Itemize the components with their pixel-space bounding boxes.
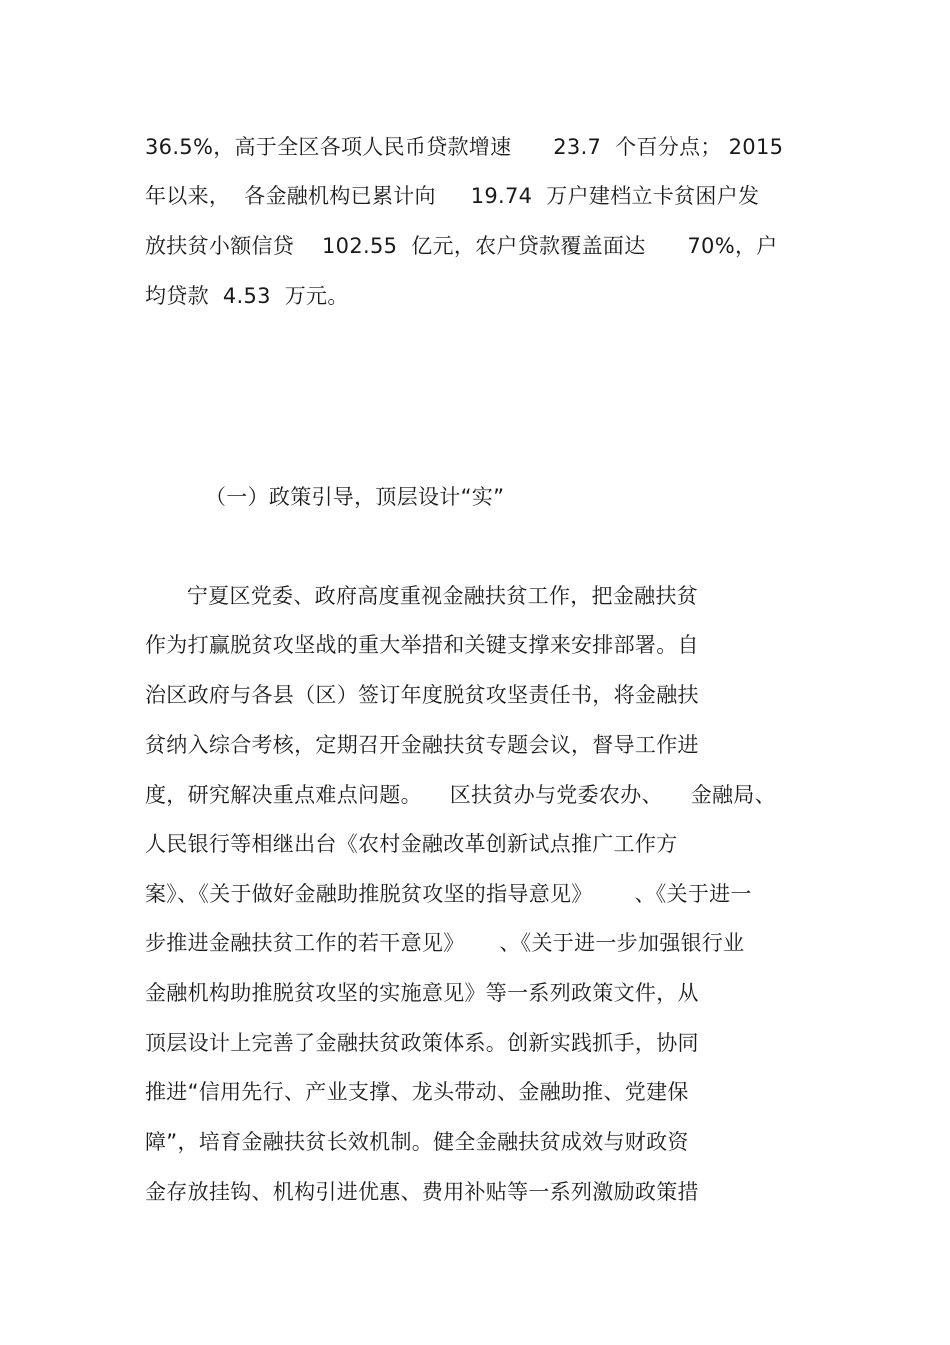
text-line: 放扶贫小额信贷 102.55 亿元，农户贷款覆盖面达 70%，户 <box>145 234 778 258</box>
text-line: 案》、《关于做好金融助推脱贫攻坚的指导意见》 、《关于进一 <box>145 882 752 906</box>
text-line: 障”，培育金融扶贫长效机制。健全金融扶贫成效与财政资 <box>145 1130 689 1154</box>
text-line: 作为打赢脱贫攻坚战的重大举措和关键支撑来安排部署。自 <box>145 633 699 657</box>
text-line: 金融机构助推脱贫攻坚的实施意见》等一系列政策文件，从 <box>145 981 699 1005</box>
text-line: 36.5%，高于全区各项人民币贷款增速 23.7 个百分点； 2015 <box>145 135 784 159</box>
text-line: 治区政府与各县（区）签订年度脱贫攻坚责任书，将金融扶 <box>145 683 699 707</box>
text-line: 宁夏区党委、政府高度重视金融扶贫工作，把金融扶贫 <box>145 584 699 608</box>
text-line: 度，研究解决重点难点问题。 区扶贫办与党委农办、 金融局、 <box>145 783 776 807</box>
text-line: 均贷款 4.53 万元。 <box>145 284 349 308</box>
section-heading: （一）政策引导，顶层设计“实” <box>205 485 505 509</box>
text-line: 年以来， 各金融机构已累计向 19.74 万户建档立卡贫困户发 <box>145 184 760 208</box>
text-line: 金存放挂钩、机构引进优惠、费用补贴等一系列激励政策措 <box>145 1180 699 1204</box>
text-line: 人民银行等相继出台《农村金融改革创新试点推广工作方 <box>145 832 678 856</box>
text-line: 步推进金融扶贫工作的若干意见》 、《关于进一步加强银行业 <box>145 931 745 955</box>
text-line: 贫纳入综合考核，定期召开金融扶贫专题会议，督导工作进 <box>145 733 699 757</box>
text-line: 顶层设计上完善了金融扶贫政策体系。创新实践抓手，协同 <box>145 1031 699 1055</box>
text-line: 推进“信用先行、产业支撑、龙头带动、金融助推、党建保 <box>145 1080 689 1104</box>
